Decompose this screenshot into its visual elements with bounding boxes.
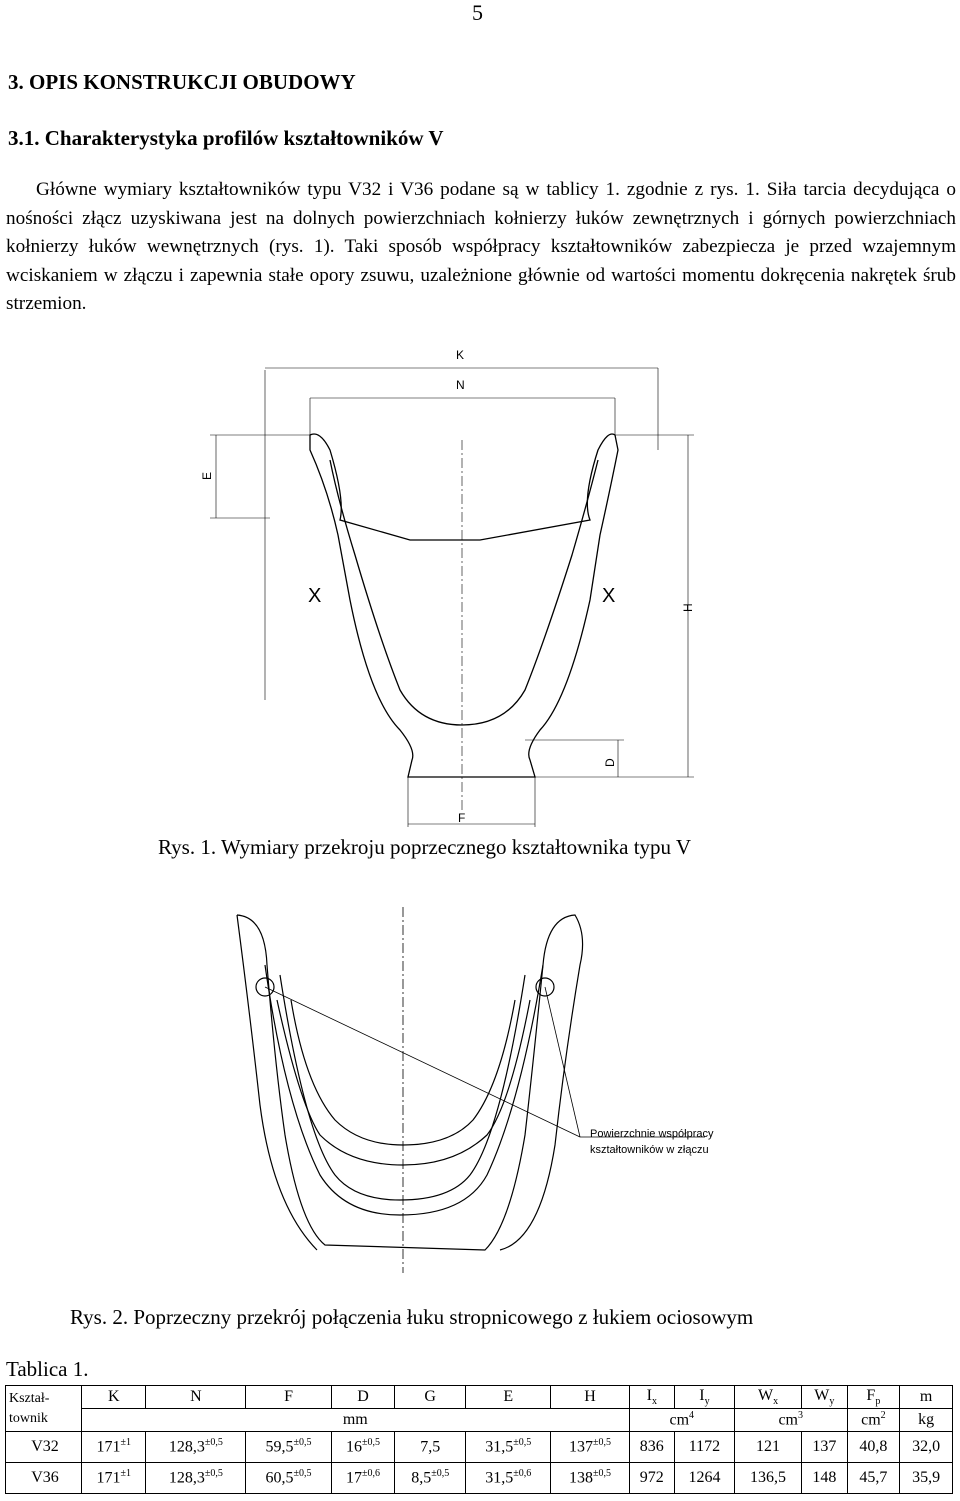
row-profile-name: V36 — [6, 1463, 82, 1494]
col-h: H — [551, 1386, 629, 1409]
col-n: N — [146, 1386, 246, 1409]
axis-label-x-right: X — [602, 585, 616, 607]
col-fp: $F_p$ — [847, 1386, 900, 1409]
unit-mm: mm — [82, 1409, 630, 1432]
dim-label-h: H — [681, 603, 695, 612]
figure1-profile-drawing — [180, 340, 720, 840]
dim-label-f: F — [458, 811, 466, 825]
dimensions-table — [5, 1385, 953, 1494]
figure2-joint-drawing — [225, 905, 725, 1275]
table-cell: $138^{\pm 0,5}$ — [551, 1463, 629, 1494]
row-profile-name: V32 — [6, 1432, 82, 1463]
table-cell: 1172 — [674, 1432, 734, 1463]
contact-surfaces-label-line2: kształtowników w złączu — [590, 1144, 709, 1156]
table-cell: $59,5^{\pm 0,5}$ — [246, 1432, 331, 1463]
col-wy: $W_y$ — [802, 1386, 847, 1409]
col-m: m — [900, 1386, 953, 1409]
table-cell: 7,5 — [395, 1432, 466, 1463]
table-cell: $128,3^{\pm 0,5}$ — [146, 1432, 246, 1463]
body-paragraph: Główne wymiary kształtowników typu V32 i V36 podane są w tablicy 1. zgodnie z rys. 1. Siła tarcia decydująca o nośności złącz uzyskiwana jest na dolnych powierzchniach kołnierzy łuków zewnętrznych i górnych powierzchniach kołnierzy łuków wewnętrznych (rys. 1). Taki sposób współpracy kształtowników zabezpiecza je przed wzajemnym wciskaniem w złączu i zapewnia stałe opory zsuwu, uzależnione głównie od wartości momentu dokręcenia nakrętek śrub strzemion. — [6, 179, 956, 314]
table-cell: $31,5^{\pm 0,6}$ — [466, 1463, 551, 1494]
col-k: K — [82, 1386, 146, 1409]
axis-label-x-left: X — [308, 585, 322, 607]
dim-label-d: D — [603, 758, 617, 767]
table-cell: 32,0 — [900, 1432, 953, 1463]
table-header-profile: Kształ- townik — [6, 1386, 82, 1432]
table-cell: $171^{\pm 1}$ — [82, 1432, 146, 1463]
table-cell: $137^{\pm 0,5}$ — [551, 1432, 629, 1463]
dim-label-e: E — [200, 471, 214, 480]
unit-cm4: $cm^4$ — [629, 1409, 734, 1432]
table-cell: $128,3^{\pm 0,5}$ — [146, 1463, 246, 1494]
col-f: F — [246, 1386, 331, 1409]
table-cell: 136,5 — [734, 1463, 801, 1494]
table-cell: 121 — [734, 1432, 801, 1463]
table-row — [6, 1463, 953, 1494]
col-g: G — [395, 1386, 466, 1409]
table-cell: 45,7 — [847, 1463, 900, 1494]
table-cell: $171^{\pm 1}$ — [82, 1463, 146, 1494]
table-cell: $60,5^{\pm 0,5}$ — [246, 1463, 331, 1494]
table-cell: 40,8 — [847, 1432, 900, 1463]
table-cell: 137 — [802, 1432, 847, 1463]
table-cell: 35,9 — [900, 1463, 953, 1494]
col-wx: $W_x$ — [734, 1386, 801, 1409]
table-row — [6, 1432, 953, 1463]
table-cell: $8,5^{\pm 0,5}$ — [395, 1463, 466, 1494]
table-cell: $31,5^{\pm 0,5}$ — [466, 1432, 551, 1463]
figure2-caption: Rys. 2. Poprzeczny przekrój połączenia łuku stropnicowego z łukiem ociosowym — [70, 1305, 754, 1329]
table-cell: 148 — [802, 1463, 847, 1494]
col-d: D — [331, 1386, 395, 1409]
unit-kg: kg — [900, 1409, 953, 1432]
contact-surfaces-label-line1: Powierzchnie współpracy — [590, 1128, 714, 1140]
table-cell: 972 — [629, 1463, 674, 1494]
table-title: Tablica 1. — [6, 1357, 89, 1381]
table-cell: 836 — [629, 1432, 674, 1463]
col-e: E — [466, 1386, 551, 1409]
table-cell: $16^{\pm 0,5}$ — [331, 1432, 395, 1463]
col-ix: $I_x$ — [629, 1386, 674, 1409]
dim-label-n: N — [456, 378, 465, 392]
table-cell: $17^{\pm 0,6}$ — [331, 1463, 395, 1494]
page-number: 5 — [472, 0, 483, 25]
unit-cm3: $cm^3$ — [734, 1409, 847, 1432]
unit-cm2: $cm^2$ — [847, 1409, 900, 1432]
section-heading: 3. OPIS KONSTRUKCJI OBUDOWY — [8, 70, 356, 94]
dim-label-k: K — [456, 348, 465, 362]
figure1-caption: Rys. 1. Wymiary przekroju poprzecznego kształtownika typu V — [158, 835, 692, 859]
table-cell: 1264 — [674, 1463, 734, 1494]
col-iy: $I_y$ — [674, 1386, 734, 1409]
subsection-heading: 3.1. Charakterystyka profilów kształtowników V — [8, 126, 444, 150]
